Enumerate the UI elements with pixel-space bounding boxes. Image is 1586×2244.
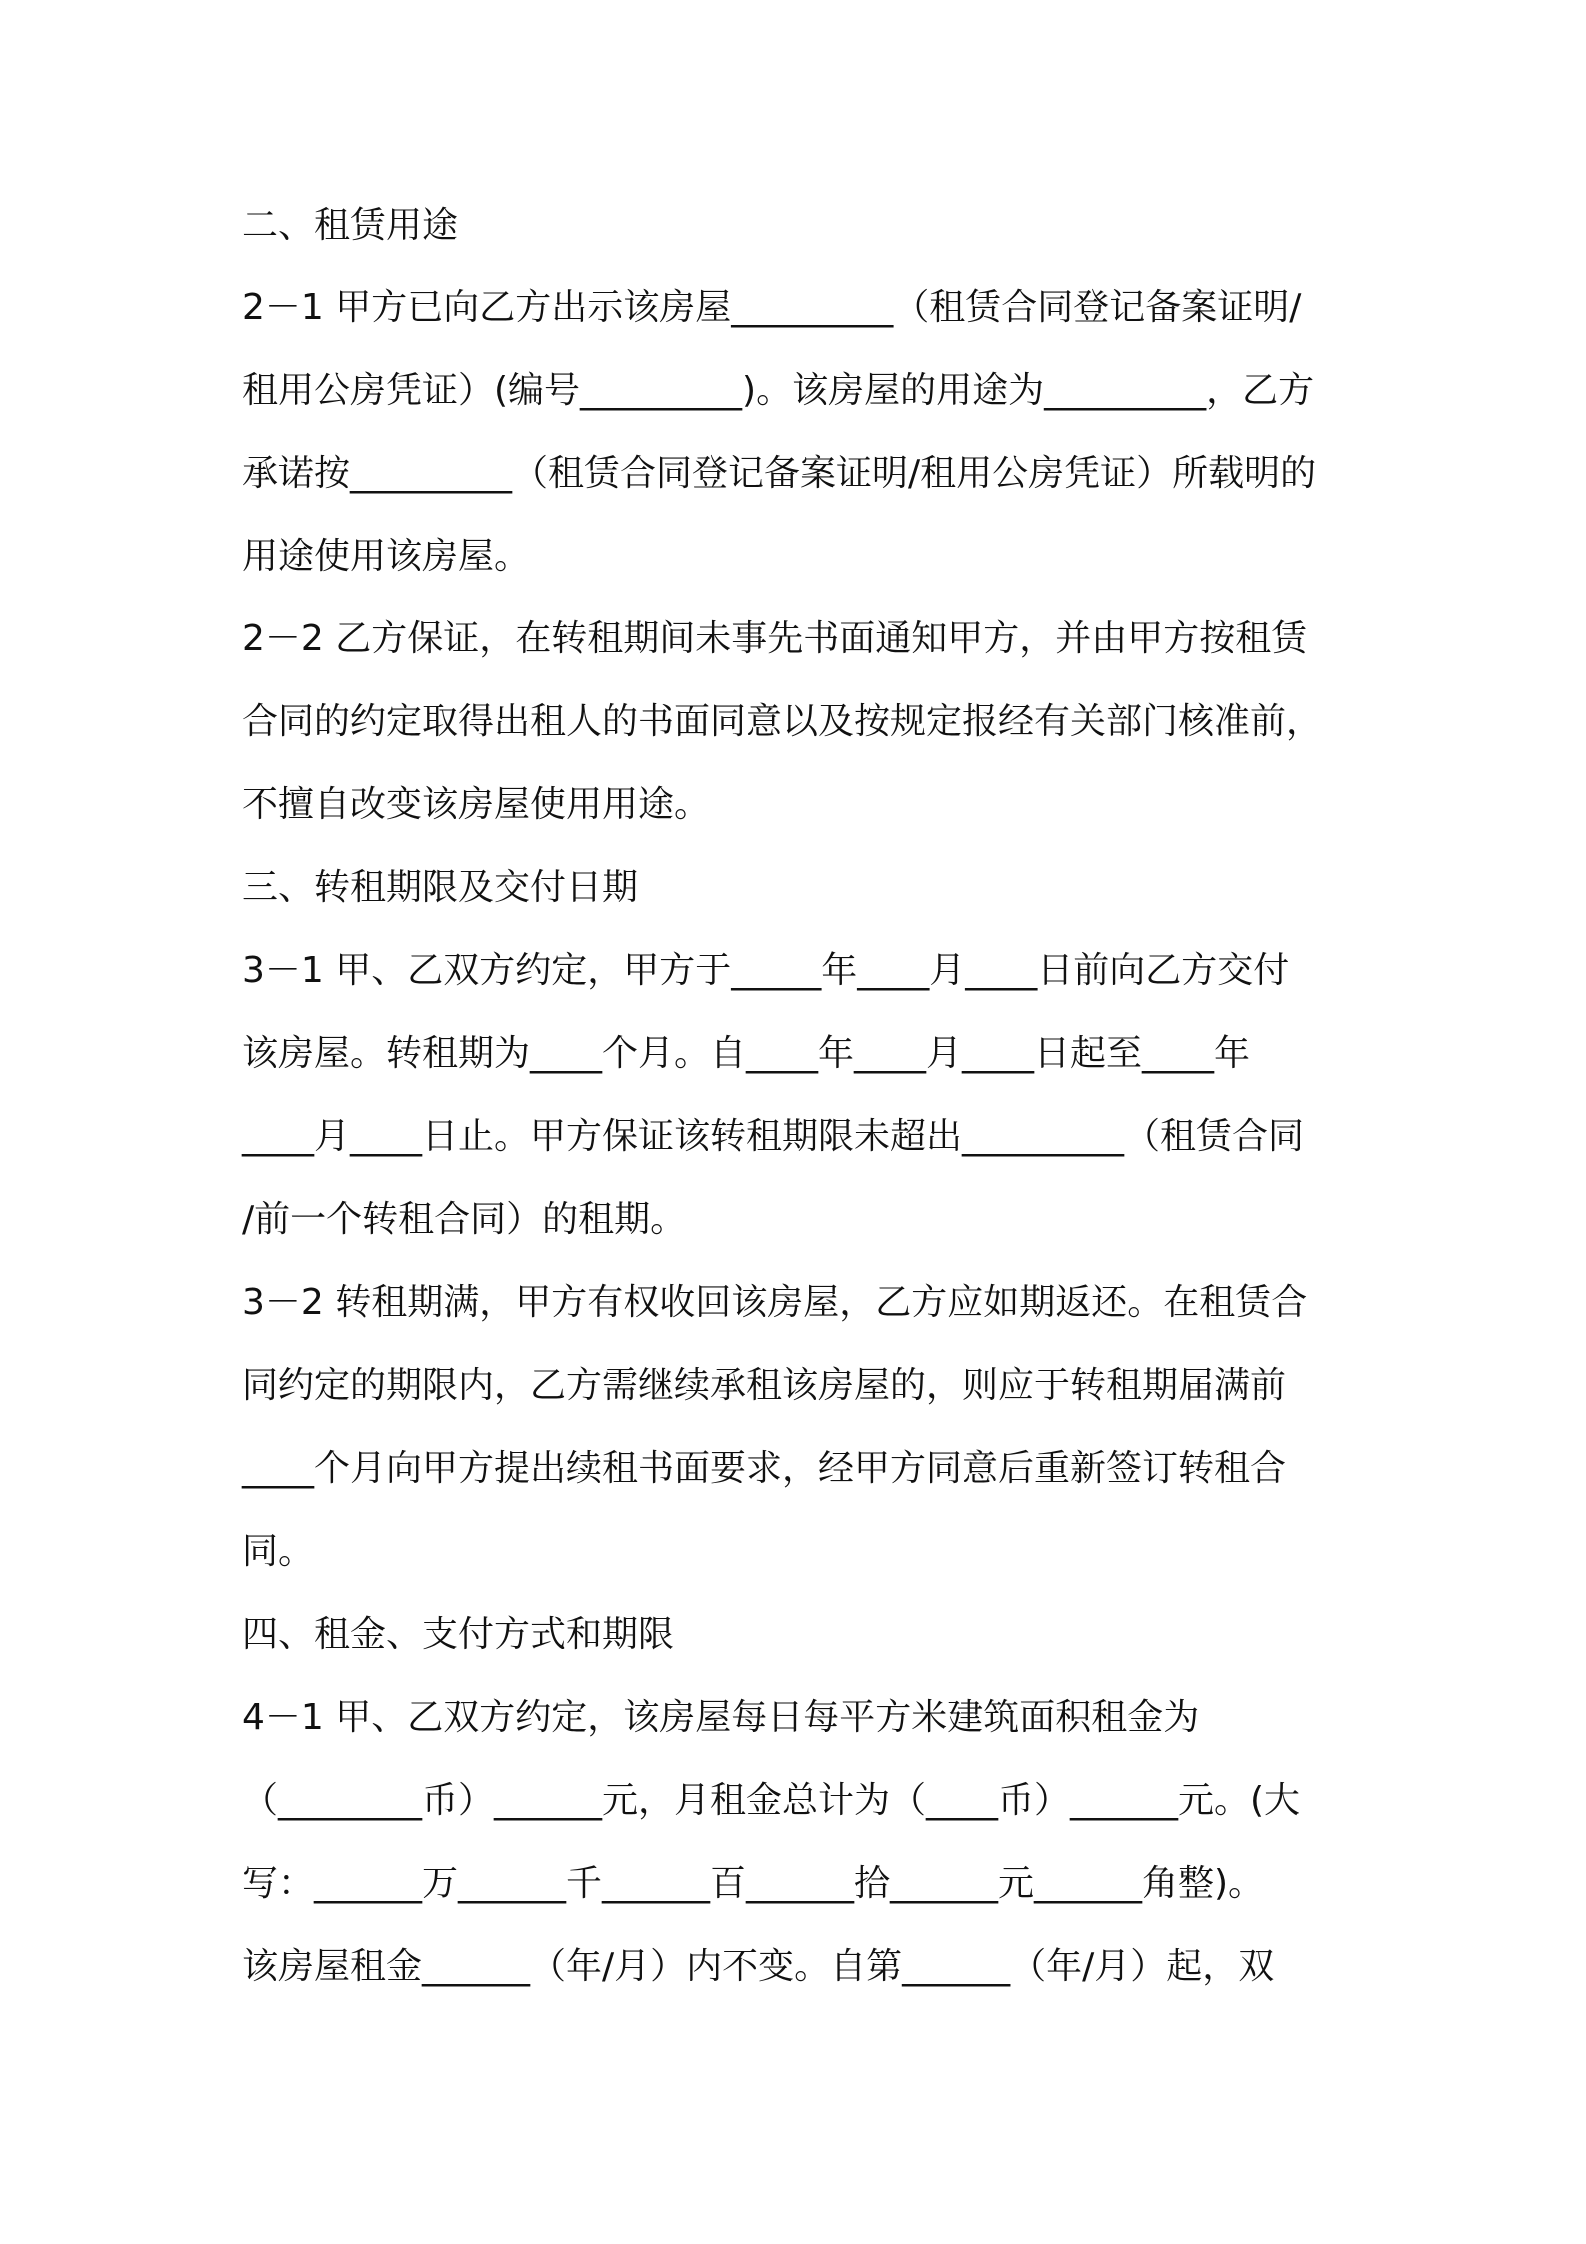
clause-4-1-line-4: 该房屋租金______（年/月）内不变。自第______（年/月）起，双 bbox=[242, 1946, 1275, 1987]
clause-2-2-line-2: 合同的约定取得出租人的书面同意以及按规定报经有关部门核准前， bbox=[242, 701, 1323, 742]
clause-3-2-line-1: 3－2 转租期满，甲方有权收回该房屋，乙方应如期返还。在租赁合 bbox=[242, 1282, 1308, 1323]
clause-3-2-line-2: 同约定的期限内，乙方需继续承租该房屋的，则应于转租期届满前 bbox=[242, 1365, 1287, 1406]
heading-term-delivery: 三、转租期限及交付日期 bbox=[242, 867, 639, 908]
clause-3-1-line-1: 3－1 甲、乙双方约定，甲方于_____年____月____日前向乙方交付 bbox=[242, 950, 1290, 991]
clause-2-1-line-2: 租用公房凭证）(编号_________)。该房屋的用途为_________，乙方 bbox=[242, 370, 1315, 411]
clause-3-1-line-2: 该房屋。转租期为____个月。自____年____月____日起至____年 bbox=[242, 1033, 1251, 1074]
clause-4-1-line-3: 写：______万______千______百______拾______元______角整)。 bbox=[242, 1863, 1265, 1904]
heading-rental-use: 二、租赁用途 bbox=[242, 205, 459, 246]
clause-2-1-line-3: 承诺按_________（租赁合同登记备案证明/租用公房凭证）所载明的 bbox=[242, 453, 1317, 494]
clause-3-1-line-3: ____月____日止。甲方保证该转租期限未超出_________（租赁合同 bbox=[242, 1116, 1305, 1157]
heading-rent-payment: 四、租金、支付方式和期限 bbox=[242, 1614, 675, 1655]
clause-4-1-line-1: 4－1 甲、乙双方约定，该房屋每日每平方米建筑面积租金为 bbox=[242, 1697, 1200, 1738]
clause-3-2-line-4: 同。 bbox=[242, 1531, 315, 1572]
clause-2-1-line-1: 2－1 甲方已向乙方出示该房屋_________（租赁合同登记备案证明/ bbox=[242, 287, 1302, 328]
clause-3-2-line-3: ____个月向甲方提出续租书面要求，经甲方同意后重新签订转租合 bbox=[242, 1448, 1287, 1489]
clause-2-2-line-3: 不擅自改变该房屋使用用途。 bbox=[242, 784, 711, 825]
clause-4-1-line-2: （________币）______元，月租金总计为（____币）______元。(大 bbox=[242, 1780, 1301, 1821]
clause-3-1-line-4: /前一个转租合同）的租期。 bbox=[242, 1199, 687, 1240]
clause-2-1-line-4: 用途使用该房屋。 bbox=[242, 536, 531, 577]
clause-2-2-line-1: 2－2 乙方保证，在转租期间未事先书面通知甲方，并由甲方按租赁 bbox=[242, 618, 1308, 659]
